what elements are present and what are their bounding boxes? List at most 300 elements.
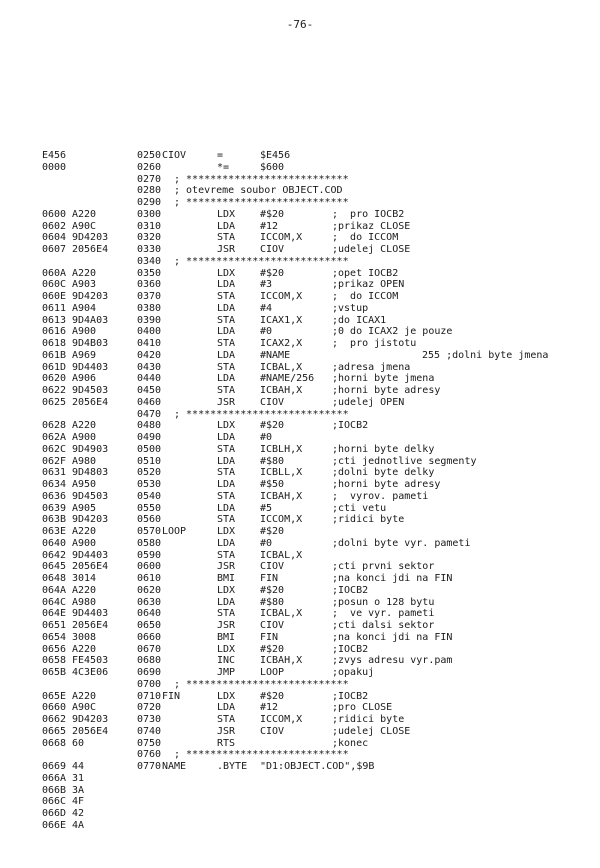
opcode: RTS — [217, 737, 236, 749]
object-code: A90C — [72, 702, 97, 714]
memory-address: 0607 — [42, 244, 67, 255]
opcode: LDA — [217, 479, 236, 490]
operand: #$20 — [260, 643, 285, 655]
comment-line: ; *************************** — [174, 678, 349, 690]
opcode: LDX — [217, 526, 236, 537]
memory-address: 0662 — [42, 714, 67, 725]
line-number: 0330 — [137, 244, 162, 255]
memory-address: 066A — [42, 772, 67, 784]
memory-address: 065E — [42, 690, 67, 702]
memory-address: 062C — [42, 443, 67, 455]
code-line — [42, 444, 572, 456]
line-number: 0700 — [137, 678, 162, 690]
code-comment: ;horni byte adresy — [332, 479, 441, 490]
code-label: CIOV — [162, 150, 187, 161]
memory-address: 061B — [42, 349, 67, 361]
line-number: 0530 — [137, 479, 162, 490]
code-line — [42, 279, 572, 291]
object-code: A980 — [72, 596, 97, 608]
operand: #$20 — [260, 690, 285, 702]
code-comment-continued: 255 ;dolni byte jmena — [422, 349, 549, 361]
line-number: 0390 — [137, 314, 162, 326]
operand: #5 — [260, 502, 273, 514]
code-line — [42, 385, 572, 397]
opcode: LDA — [217, 502, 236, 514]
code-line — [42, 432, 572, 444]
object-code: 44 — [72, 761, 85, 772]
operand: #0 — [260, 432, 273, 443]
memory-address: 0665 — [42, 725, 67, 737]
operand: ICCOM,X — [260, 514, 303, 526]
comment-line: ; *************************** — [174, 173, 349, 185]
opcode: JSR — [217, 561, 236, 573]
code-comment: ;na konci jdi na FIN — [332, 573, 453, 584]
code-line — [42, 362, 572, 374]
memory-address: 0660 — [42, 702, 67, 714]
memory-address: 064A — [42, 584, 67, 596]
operand: FIN — [260, 573, 279, 584]
operand: #$20 — [260, 526, 285, 537]
object-code: 42 — [72, 808, 85, 819]
memory-address: 0656 — [42, 643, 67, 655]
code-comment: ;0 do ICAX2 je pouze — [332, 326, 453, 338]
code-line — [42, 655, 572, 667]
operand: ICBAH,X — [260, 385, 303, 396]
opcode: JSR — [217, 725, 236, 737]
object-code: 2056E4 — [72, 396, 109, 408]
memory-address: 0645 — [42, 561, 67, 573]
code-line — [42, 608, 572, 620]
opcode: STA — [217, 338, 236, 349]
opcode: BMI — [217, 573, 236, 584]
line-number: 0670 — [137, 643, 162, 655]
code-comment: ; do ICCOM — [332, 291, 399, 302]
opcode: STA — [217, 514, 236, 526]
operand: CIOV — [260, 725, 285, 737]
code-comment: ;dolni byte delky — [332, 467, 435, 479]
line-number: 0730 — [137, 714, 162, 725]
opcode: LDX — [217, 208, 236, 220]
object-code: 60 — [72, 737, 85, 749]
code-line — [42, 749, 572, 761]
code-line — [42, 573, 572, 585]
object-code: A904 — [72, 302, 97, 314]
operand: #$80 — [260, 455, 285, 467]
code-line — [42, 785, 572, 797]
code-line — [42, 244, 572, 256]
line-number: 0340 — [137, 255, 162, 267]
operand: ICAX2,X — [260, 338, 303, 349]
opcode: INC — [217, 655, 236, 667]
line-number: 0510 — [137, 455, 162, 467]
memory-address: 0602 — [42, 220, 67, 232]
object-code: 9D4403 — [72, 549, 109, 561]
line-number: 0630 — [137, 596, 162, 608]
opcode: LDA — [217, 373, 236, 385]
code-line — [42, 256, 572, 268]
line-number: 0620 — [137, 584, 162, 596]
memory-address: 0669 — [42, 761, 67, 772]
object-code: A950 — [72, 479, 97, 490]
code-line — [42, 491, 572, 503]
object-code: A90C — [72, 220, 97, 232]
memory-address: 0640 — [42, 537, 67, 549]
code-line — [42, 467, 572, 479]
line-number: 0470 — [137, 408, 162, 420]
opcode: LDA — [217, 302, 236, 314]
operand: ICCOM,X — [260, 232, 303, 244]
code-line — [42, 197, 572, 209]
line-number: 0410 — [137, 338, 162, 349]
operand: #$80 — [260, 596, 285, 608]
memory-address: E456 — [42, 150, 67, 161]
memory-address: 0600 — [42, 208, 67, 220]
object-code: 9D4203 — [72, 514, 109, 526]
object-code: 9D4203 — [72, 232, 109, 244]
code-line — [42, 232, 572, 244]
object-code: 3A — [72, 784, 85, 796]
line-number: 0420 — [137, 349, 162, 361]
code-comment: ;cti dalsi sektor — [332, 620, 435, 631]
memory-address: 065B — [42, 667, 67, 678]
opcode: STA — [217, 291, 236, 302]
line-number: 0650 — [137, 620, 162, 631]
assembly-listing — [42, 150, 572, 832]
opcode: LDX — [217, 420, 236, 432]
code-label: LOOP — [162, 526, 187, 537]
memory-address: 0000 — [42, 161, 67, 173]
object-code: 2056E4 — [72, 725, 109, 737]
code-line — [42, 150, 572, 162]
memory-address: 0654 — [42, 631, 67, 643]
line-number: 0440 — [137, 373, 162, 385]
operand: #NAME/256 — [260, 373, 315, 385]
opcode: LDA — [217, 537, 236, 549]
line-number: 0460 — [137, 396, 162, 408]
line-number: 0740 — [137, 725, 162, 737]
line-number: 0560 — [137, 514, 162, 526]
page-number: -76- — [286, 18, 314, 31]
operand: #3 — [260, 279, 273, 291]
code-comment: ;IOCB2 — [332, 584, 369, 596]
code-line — [42, 538, 572, 550]
line-number: 0310 — [137, 220, 162, 232]
memory-address: 0651 — [42, 620, 67, 631]
operand: #$20 — [260, 420, 285, 432]
line-number: 0520 — [137, 467, 162, 479]
opcode: LDA — [217, 432, 236, 443]
memory-address: 0611 — [42, 302, 67, 314]
code-line — [42, 773, 572, 785]
code-comment: ;cti vetu — [332, 502, 387, 514]
code-comment: ;prikaz CLOSE — [332, 220, 411, 232]
opcode: STA — [217, 608, 236, 620]
line-number: 0720 — [137, 702, 162, 714]
code-comment: ;dolni byte vyr. pameti — [332, 537, 471, 549]
object-code: A900 — [72, 326, 97, 338]
operand: $E456 — [260, 150, 291, 161]
line-number: 0680 — [137, 655, 162, 667]
object-code: 9D4903 — [72, 443, 109, 455]
operand: "D1:OBJECT.COD",$9B — [260, 761, 375, 772]
code-comment: ; ve vyr. pameti — [332, 608, 435, 620]
memory-address: 0616 — [42, 326, 67, 338]
object-code: 3008 — [72, 631, 97, 643]
opcode: STA — [217, 549, 236, 561]
opcode: LDA — [217, 349, 236, 361]
line-number: 0570 — [137, 526, 162, 537]
operand: ICBAH,X — [260, 655, 303, 667]
comment-line: ; *************************** — [174, 408, 349, 420]
memory-address: 063B — [42, 514, 67, 526]
line-number: 0550 — [137, 502, 162, 514]
opcode: STA — [217, 385, 236, 396]
opcode: LDX — [217, 584, 236, 596]
line-number: 0590 — [137, 549, 162, 561]
code-line — [42, 726, 572, 738]
memory-address: 062A — [42, 432, 67, 443]
opcode: LDA — [217, 326, 236, 338]
operand: ICAX1,X — [260, 314, 303, 326]
code-comment: ;horni byte delky — [332, 443, 435, 455]
object-code: 9D4A03 — [72, 314, 109, 326]
operand: CIOV — [260, 244, 285, 255]
code-line — [42, 585, 572, 597]
code-line — [42, 479, 572, 491]
object-code: 2056E4 — [72, 244, 109, 255]
opcode: STA — [217, 490, 236, 502]
operand: FIN — [260, 631, 279, 643]
opcode: STA — [217, 314, 236, 326]
code-line — [42, 456, 572, 468]
object-code: 9D4203 — [72, 291, 109, 302]
opcode: LDX — [217, 643, 236, 655]
code-comment: ;udelej CLOSE — [332, 725, 411, 737]
code-line — [42, 373, 572, 385]
code-comment: ;do ICAX1 — [332, 314, 387, 326]
object-code: 4C3E06 — [72, 667, 109, 678]
object-code: A220 — [72, 208, 97, 220]
operand: #4 — [260, 302, 273, 314]
opcode: STA — [217, 232, 236, 244]
opcode: LDX — [217, 690, 236, 702]
object-code: 9D4403 — [72, 361, 109, 373]
code-line — [42, 679, 572, 691]
line-number: 0360 — [137, 279, 162, 291]
line-number: 0640 — [137, 608, 162, 620]
comment-line: ; *************************** — [174, 255, 349, 267]
opcode: *= — [217, 161, 230, 173]
object-code: A220 — [72, 526, 97, 537]
memory-address: 0622 — [42, 385, 67, 396]
code-line — [42, 702, 572, 714]
memory-address: 0628 — [42, 420, 67, 432]
line-number: 0370 — [137, 291, 162, 302]
line-number: 0690 — [137, 667, 162, 678]
memory-address: 060A — [42, 267, 67, 279]
object-code: 9D4403 — [72, 608, 109, 620]
code-comment: ; pro jistotu — [332, 338, 417, 349]
line-number: 0290 — [137, 197, 162, 208]
object-code: FE4503 — [72, 655, 109, 667]
comment-line: ; *************************** — [174, 197, 349, 208]
code-line — [42, 632, 572, 644]
operand: ICBAL,X — [260, 549, 303, 561]
code-line — [42, 350, 572, 362]
operand: CIOV — [260, 561, 285, 573]
operand: ICCOM,X — [260, 714, 303, 725]
object-code: 4A — [72, 819, 85, 831]
opcode: JSR — [217, 620, 236, 631]
line-number: 0280 — [137, 185, 162, 197]
code-line — [42, 597, 572, 609]
object-code: A900 — [72, 537, 97, 549]
code-line — [42, 820, 572, 832]
code-line — [42, 291, 572, 303]
memory-address: 0639 — [42, 502, 67, 514]
code-comment: ;IOCB2 — [332, 690, 369, 702]
memory-address: 063E — [42, 526, 67, 537]
opcode: LDA — [217, 279, 236, 291]
code-comment: ;prikaz OPEN — [332, 279, 405, 291]
line-number: 0660 — [137, 631, 162, 643]
opcode: LDX — [217, 267, 236, 279]
line-number: 0400 — [137, 326, 162, 338]
object-code: A220 — [72, 584, 97, 596]
object-code: 4F — [72, 796, 85, 808]
opcode: .BYTE — [217, 761, 248, 772]
opcode: LDA — [217, 220, 236, 232]
code-line — [42, 796, 572, 808]
code-comment: ;IOCB2 — [332, 420, 369, 432]
operand: $600 — [260, 161, 285, 173]
operand: #$20 — [260, 584, 285, 596]
object-code: 9D4B03 — [72, 338, 109, 349]
opcode: STA — [217, 443, 236, 455]
code-comment: ;opakuj — [332, 667, 375, 678]
object-code: A220 — [72, 420, 97, 432]
operand: ICBAH,X — [260, 490, 303, 502]
operand: #$50 — [260, 479, 285, 490]
memory-address: 0648 — [42, 573, 67, 584]
code-line — [42, 221, 572, 233]
memory-address: 060E — [42, 291, 67, 302]
object-code: A980 — [72, 455, 97, 467]
memory-address: 064C — [42, 596, 67, 608]
code-comment: ;horni byte jmena — [332, 373, 435, 385]
code-line — [42, 526, 572, 538]
memory-address: 0631 — [42, 467, 67, 479]
opcode: BMI — [217, 631, 236, 643]
code-comment: ;opet IOCB2 — [332, 267, 399, 279]
line-number: 0320 — [137, 232, 162, 244]
object-code: A969 — [72, 349, 97, 361]
memory-address: 0634 — [42, 479, 67, 490]
operand: ICBAL,X — [260, 361, 303, 373]
object-code: A905 — [72, 502, 97, 514]
code-line — [42, 738, 572, 750]
code-comment: ;cti jednotlive segmenty — [332, 455, 477, 467]
code-comment: ;ridici byte — [332, 714, 405, 725]
opcode: JMP — [217, 667, 236, 678]
code-comment: ;posun o 128 bytu — [332, 596, 435, 608]
line-number: 0480 — [137, 420, 162, 432]
line-number: 0270 — [137, 173, 162, 185]
object-code: 9D4503 — [72, 490, 109, 502]
object-code: 31 — [72, 772, 85, 784]
memory-address: 0658 — [42, 655, 67, 667]
opcode: STA — [217, 361, 236, 373]
code-comment: ;na konci jdi na FIN — [332, 631, 453, 643]
memory-address: 066B — [42, 784, 67, 796]
memory-address: 060C — [42, 279, 67, 291]
operand: LOOP — [260, 667, 285, 678]
code-line — [42, 174, 572, 186]
operand: #NAME — [260, 349, 291, 361]
code-line — [42, 514, 572, 526]
code-line — [42, 315, 572, 327]
memory-address: 064E — [42, 608, 67, 620]
code-line — [42, 714, 572, 726]
code-label: NAME — [162, 761, 187, 772]
object-code: 3014 — [72, 573, 97, 584]
memory-address: 0668 — [42, 737, 67, 749]
opcode: JSR — [217, 396, 236, 408]
code-line — [42, 303, 572, 315]
memory-address: 061D — [42, 361, 67, 373]
line-number: 0380 — [137, 302, 162, 314]
opcode: LDA — [217, 596, 236, 608]
memory-address: 0625 — [42, 396, 67, 408]
object-code: A900 — [72, 432, 97, 443]
code-line — [42, 209, 572, 221]
line-number: 0300 — [137, 208, 162, 220]
line-number: 0610 — [137, 573, 162, 584]
memory-address: 0604 — [42, 232, 67, 244]
line-number: 0600 — [137, 561, 162, 573]
code-comment: ;ridici byte — [332, 514, 405, 526]
memory-address: 0613 — [42, 314, 67, 326]
code-line — [42, 667, 572, 679]
opcode: STA — [217, 714, 236, 725]
object-code: 2056E4 — [72, 561, 109, 573]
object-code: A220 — [72, 643, 97, 655]
code-line — [42, 420, 572, 432]
code-comment: ;cti prvni sektor — [332, 561, 435, 573]
line-number: 0450 — [137, 385, 162, 396]
line-number: 0490 — [137, 432, 162, 443]
memory-address: 062F — [42, 455, 67, 467]
code-line — [42, 162, 572, 174]
code-comment: ;horni byte adresy — [332, 385, 441, 396]
operand: #$20 — [260, 208, 285, 220]
operand: CIOV — [260, 396, 285, 408]
code-line — [42, 561, 572, 573]
code-line — [42, 620, 572, 632]
opcode: LDA — [217, 702, 236, 714]
code-line — [42, 409, 572, 421]
code-comment: ;IOCB2 — [332, 643, 369, 655]
memory-address: 066D — [42, 808, 67, 819]
operand: #0 — [260, 326, 273, 338]
opcode: = — [217, 150, 224, 161]
code-line — [42, 644, 572, 656]
code-comment: ;udelej OPEN — [332, 396, 405, 408]
memory-address: 0642 — [42, 549, 67, 561]
object-code: A220 — [72, 690, 97, 702]
code-comment: ;adresa jmena — [332, 361, 411, 373]
operand: #12 — [260, 702, 279, 714]
